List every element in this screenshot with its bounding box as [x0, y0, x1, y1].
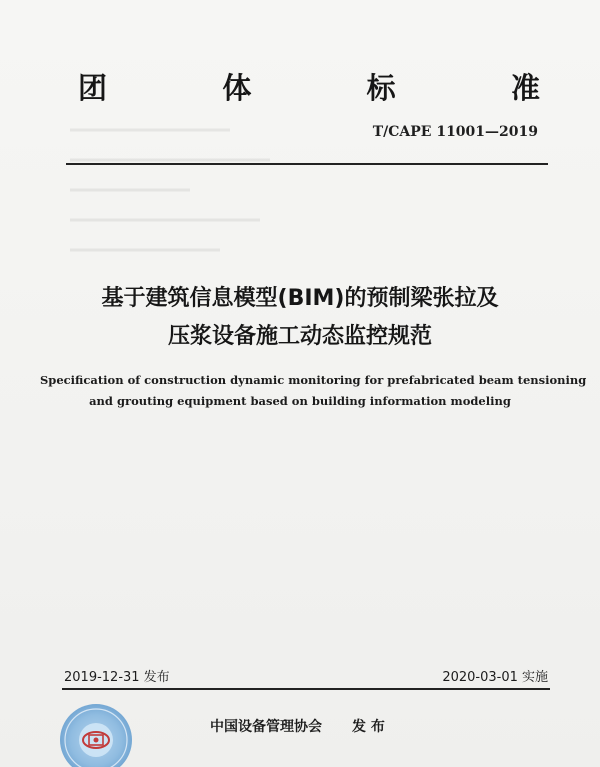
- chinese-title-line: 基于建筑信息模型(BIM)的预制梁张拉及: [101, 286, 499, 311]
- publisher-name: 中国设备管理协会: [210, 719, 322, 735]
- standard-code: T/CAPE 11001—2019: [372, 124, 538, 140]
- english-title-line: Specification of construction dynamic monitoring for prefabricated beam tensioning: [40, 373, 587, 387]
- publisher-line: [210, 716, 385, 736]
- standard-type-char: 准: [510, 71, 540, 105]
- standard-type-char: 团: [78, 71, 108, 105]
- publisher-verb: 发 布: [352, 719, 385, 735]
- bottom-divider: [62, 688, 550, 690]
- publish-date: 2019-12-31 发布: [64, 670, 170, 685]
- implement-date: 2020-03-01 实施: [442, 670, 548, 685]
- chinese-title: [40, 280, 560, 356]
- top-divider: [66, 163, 548, 165]
- association-seal-icon: [58, 702, 134, 767]
- standard-type-char: 体: [222, 71, 252, 105]
- chinese-title-line: 压浆设备施工动态监控规范: [167, 324, 432, 349]
- english-title: [40, 370, 587, 412]
- standard-type-char: 标: [366, 71, 396, 105]
- standard-type-heading: [78, 66, 540, 107]
- english-title-line: and grouting equipment based on building information modeling: [89, 394, 511, 408]
